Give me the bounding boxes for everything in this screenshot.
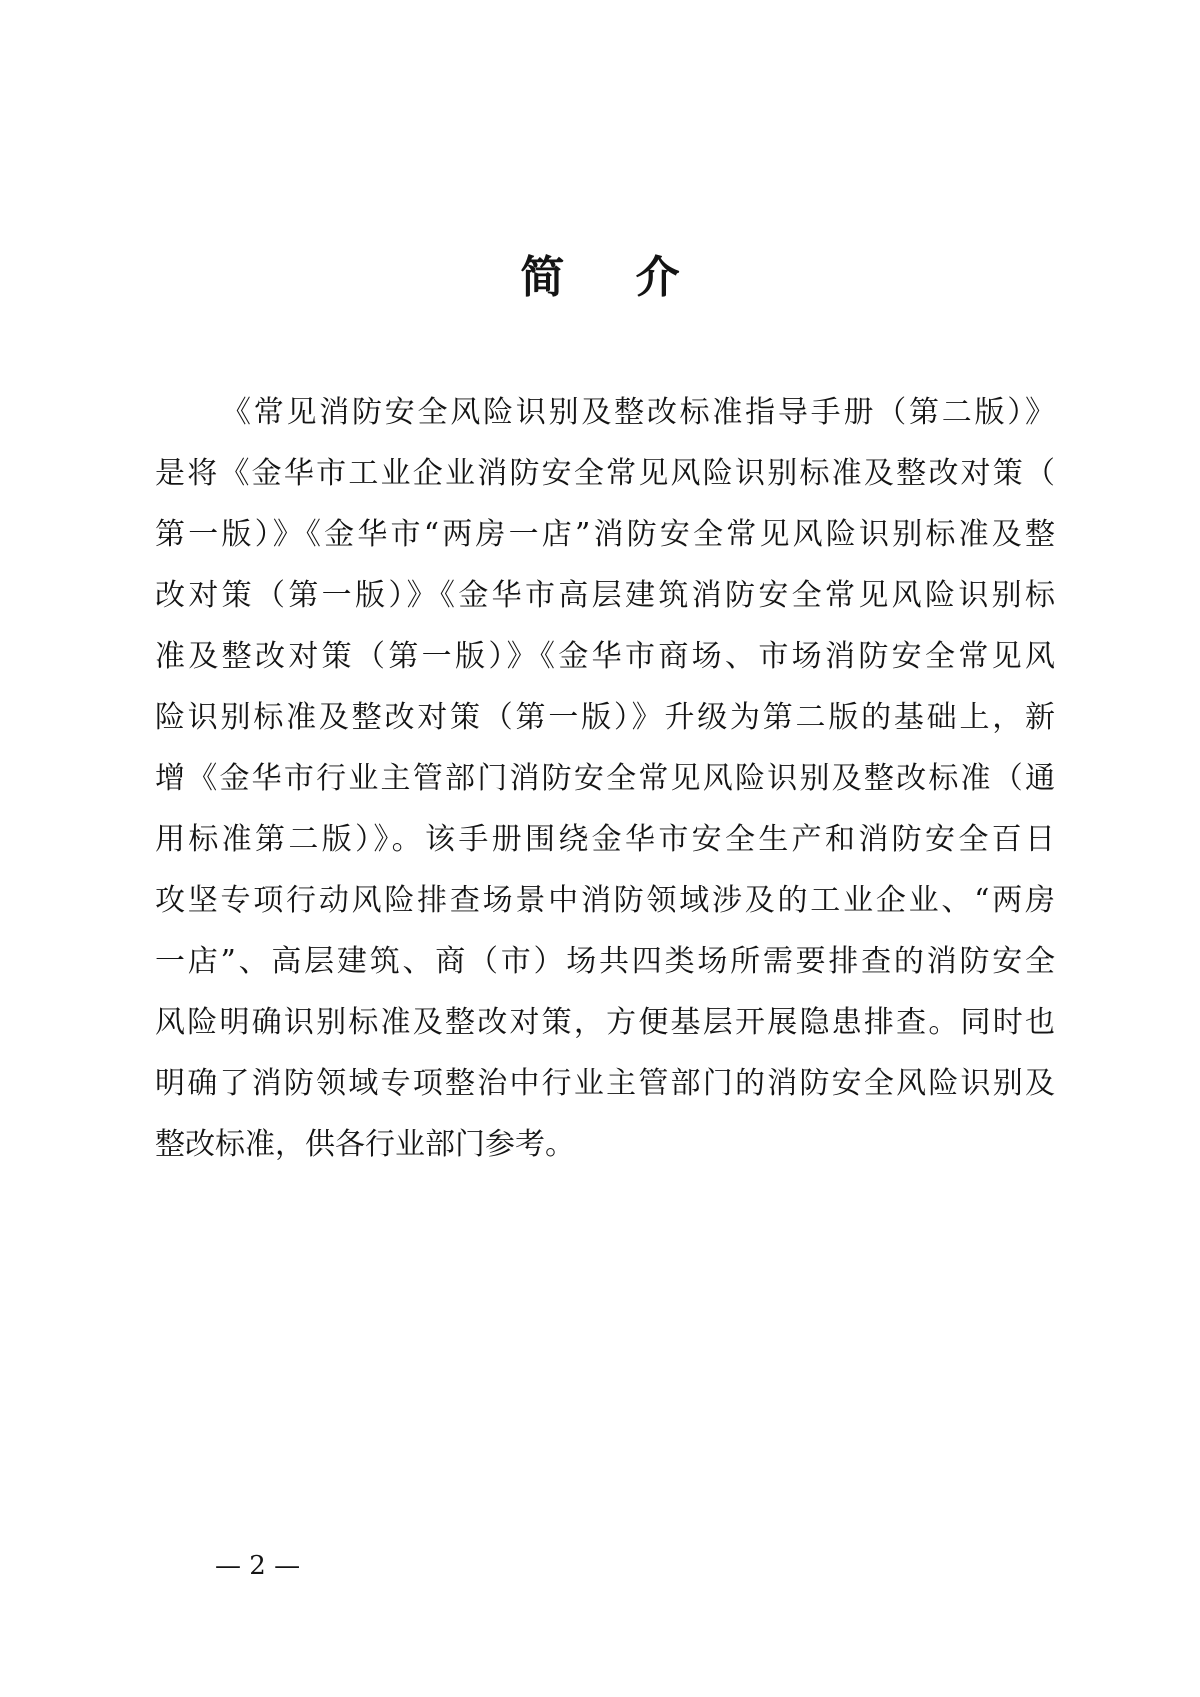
page-title: 简 介: [520, 252, 708, 303]
paragraph-line: 一店”、高层建筑、商（市）场共四类场所需要排查的消防安全: [155, 944, 1055, 979]
paragraph-line: 是将《金华市工业企业消防安全常见风险识别标准及整改对策（: [155, 456, 1055, 491]
paragraph-line: 增《金华市行业主管部门消防安全常见风险识别及整改标准（通: [155, 761, 1055, 796]
paragraph-line: 用标准第二版）》。该手册围绕金华市安全生产和消防安全百日: [155, 822, 1055, 857]
paragraph-line: 改对策（第一版）》《金华市高层建筑消防安全常见风险识别标: [155, 578, 1055, 613]
paragraph-line: 风险明确识别标准及整改对策，方便基层开展隐患排查。同时也: [155, 1005, 1055, 1040]
paragraph-line: 整改标准，供各行业部门参考。: [155, 1127, 575, 1162]
paragraph-line: 准及整改对策（第一版）》《金华市商场、市场消防安全常见风: [155, 639, 1055, 674]
paragraph-line: 明确了消防领域专项整治中行业主管部门的消防安全风险识别及: [155, 1066, 1055, 1101]
page-number: — 2 —: [215, 1551, 301, 1581]
intro-paragraph: [155, 382, 1055, 1175]
paragraph-line: 险识别标准及整改对策（第一版）》升级为第二版的基础上，新: [155, 700, 1055, 735]
paragraph-line: 第一版）》《金华市“两房一店”消防安全常见风险识别标准及整: [155, 517, 1055, 552]
paragraph-line: 攻坚专项行动风险排查场景中消防领域涉及的工业企业、“两房: [155, 883, 1055, 918]
paragraph-line: 《常见消防安全风险识别及整改标准指导手册（第二版）》: [221, 395, 1055, 430]
